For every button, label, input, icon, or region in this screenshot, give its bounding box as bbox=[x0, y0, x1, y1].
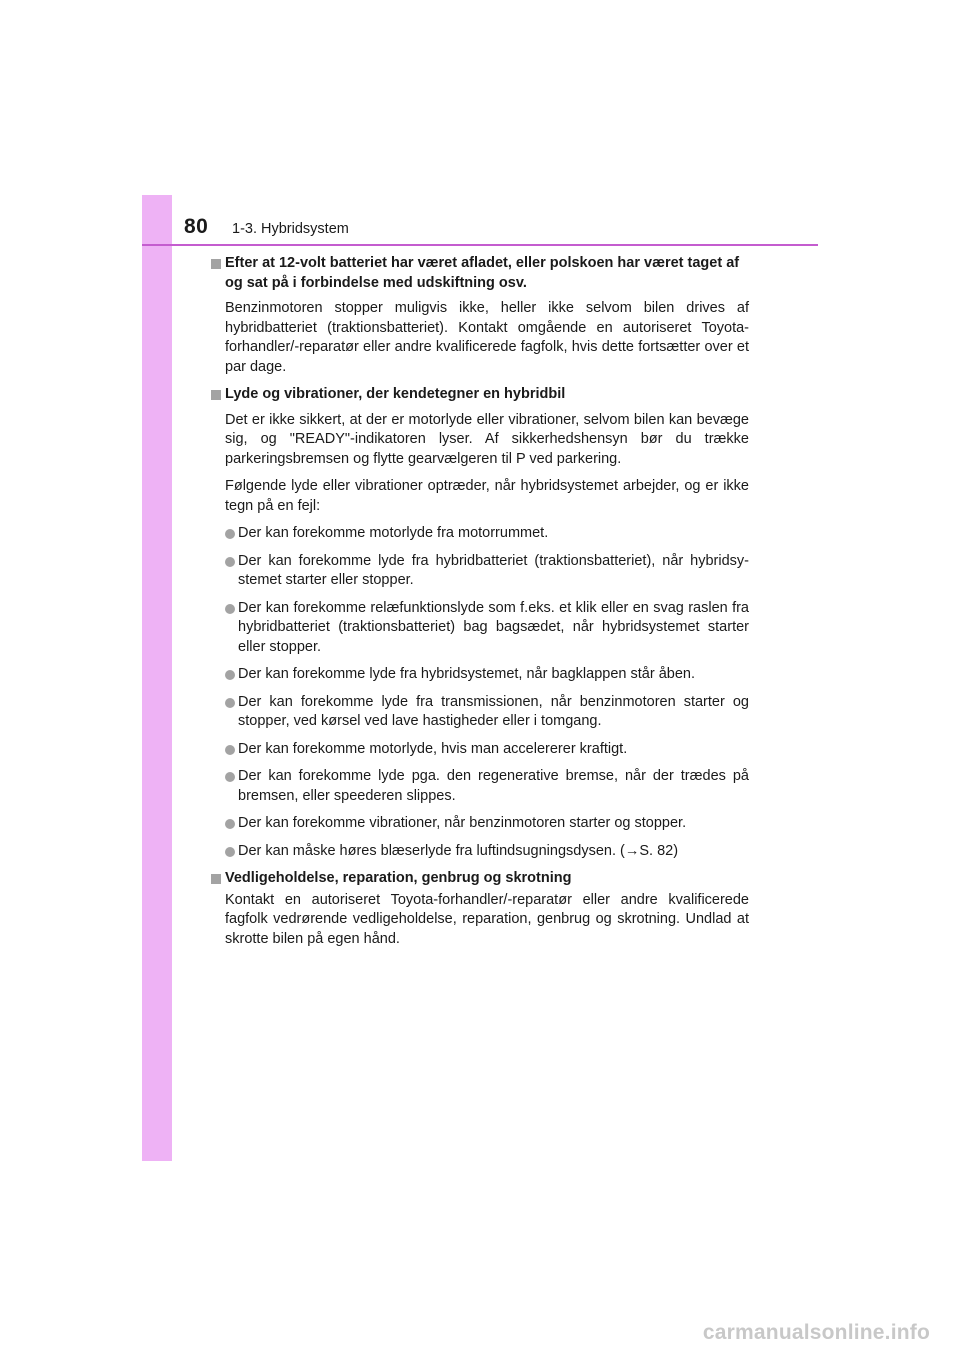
list-item bbox=[211, 842, 749, 862]
circle-bullet-icon bbox=[225, 772, 235, 782]
list-item-text: Der kan forekomme lyde pga. den regenerative bremse, når der trædes på bremsen, eller speederen slippes. bbox=[238, 768, 749, 804]
section-heading bbox=[211, 385, 749, 405]
section-heading-text: Vedligeholdelse, reparation, genbrug og skrotning bbox=[225, 870, 572, 886]
section-heading-text: Efter at 12-volt batteriet har været afladet, eller polskoen har været taget af og sat på i forbindelse med udskiftning osv. bbox=[225, 255, 740, 291]
list-item bbox=[211, 693, 749, 732]
square-bullet-icon bbox=[211, 259, 221, 269]
circle-bullet-icon bbox=[225, 819, 235, 829]
section-heading-text: Lyde og vibrationer, der kendetegner en hybridbil bbox=[225, 386, 566, 402]
list-item bbox=[211, 599, 749, 658]
watermark-logo[interactable]: carmanualsonline.info bbox=[702, 1321, 930, 1344]
circle-bullet-icon bbox=[225, 670, 235, 680]
circle-bullet-icon bbox=[225, 604, 235, 614]
header-divider bbox=[142, 244, 818, 246]
paragraph: Benzinmotoren stopper muligvis ikke, heller ikke selvom bilen drives af hybridbatteriet (traktionsbatteriet). Kontakt omgående en autoriseret Toyota-forhandler/-reparatør eller andre kvalificerede fagfolk, hvis dette fortsætter over et par dage. bbox=[225, 300, 749, 375]
list-item-text: Der kan forekomme motorlyde, hvis man accelererer kraftigt. bbox=[238, 740, 628, 757]
list-item-text: Der kan forekomme lyde fra transmissionen, når benzinmotoren starter og stopper, ved kørsel ved lave hastigheder eller i tomgang. bbox=[238, 693, 749, 729]
list-item bbox=[211, 552, 749, 591]
list-item bbox=[211, 767, 749, 806]
section-title: 1-3. Hybridsystem bbox=[232, 221, 349, 237]
circle-bullet-icon bbox=[225, 698, 235, 708]
paragraph: Kontakt en autoriseret Toyota-forhandler/-reparatør eller andre kvalificerede fagfolk vedrørende vedligeholdelse, reparation, genbrug og skrotning. Undlad at skrotte bilen på egen hånd. bbox=[225, 891, 749, 947]
list-item-text: Der kan forekomme motorlyde fra motorrummet. bbox=[238, 525, 549, 541]
list-item bbox=[211, 740, 749, 760]
list-item-text: Der kan forekomme relæfunktionslyde som f.eks. et klik eller en svag raslen fra hybridbatteriet (traktionsbatteriet) bag bagsædet, når hybridsystemet starter eller stopper. bbox=[238, 599, 749, 655]
list-item bbox=[211, 665, 749, 685]
list-item-text: Der kan forekomme lyde fra hybridbatteriet (traktionsbatteriet), når hybridsy-stemet starter eller stopper. bbox=[238, 552, 749, 588]
list-item-text: Der kan forekomme vibrationer, når benzinmotoren starter og stopper. bbox=[238, 815, 687, 831]
circle-bullet-icon bbox=[225, 557, 235, 567]
circle-bullet-icon bbox=[225, 847, 235, 857]
circle-bullet-icon bbox=[225, 529, 235, 539]
circle-bullet-icon bbox=[225, 745, 235, 755]
section-heading bbox=[211, 869, 749, 889]
square-bullet-icon bbox=[211, 874, 221, 884]
list-item-text: Der kan forekomme lyde fra hybridsystemet, når bagklappen står åben. bbox=[238, 666, 695, 682]
list-item-text: Der kan måske høres blæserlyde fra luftindsugningsdysen. (→S. 82) bbox=[238, 842, 679, 859]
list-item bbox=[211, 814, 749, 834]
section-heading bbox=[211, 254, 749, 293]
square-bullet-icon bbox=[211, 390, 221, 400]
chapter-side-tab bbox=[142, 195, 172, 1161]
paragraph: Følgende lyde eller vibrationer optræder, når hybridsystemet arbejder, og er ikke tegn på en fejl: bbox=[225, 478, 749, 514]
paragraph: Det er ikke sikkert, at der er motorlyde eller vibrationer, selvom bilen kan bevæge sig, og "READY"-indikatoren lyser. Af sikkerhedshensyn bør du trække parkeringsbremsen og flytte gearvælgeren til P ved parkering. bbox=[225, 411, 749, 467]
page-number: 80 bbox=[184, 215, 209, 238]
page-content bbox=[211, 254, 749, 957]
list-item bbox=[211, 524, 749, 544]
